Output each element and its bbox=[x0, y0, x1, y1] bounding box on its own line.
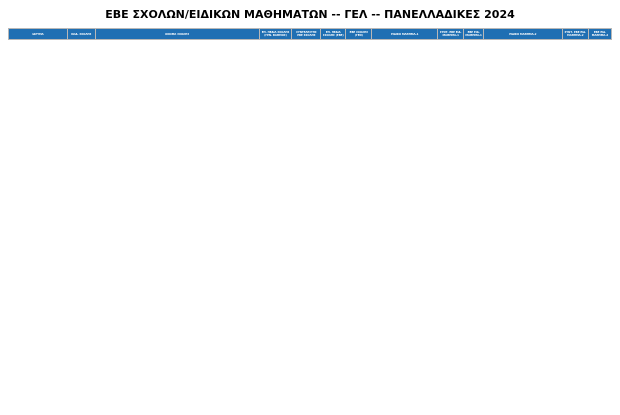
column-header: ΕΙΔΙΚΟ ΜΑΘΗΜΑ-1 bbox=[372, 29, 438, 40]
scores-table bbox=[8, 28, 612, 40]
column-header: ΣΥΝΤΕΛΕΣΤΗΣ ΕΒΕ ΣΧΟΛΗΣ bbox=[292, 29, 321, 40]
column-header: ΕΙΔΙΚΟ ΜΑΘΗΜΑ-2 bbox=[483, 29, 562, 40]
column-header: ΣΥΝΤ. ΕΒΕ ΕΙΔ. ΜΑΘΗΜΑ-1 bbox=[438, 29, 464, 40]
column-header: ΕΠ. ΠΕΔΙΑ ΣΧΟΛΗΣ (ΓΕΝ. ΒΑΘΜΟΣ) bbox=[259, 29, 292, 40]
column-header: ΙΔΡΥΜΑ bbox=[9, 29, 68, 40]
column-header: ΟΝΟΜΑ ΣΧΟΛΗΣ bbox=[95, 29, 259, 40]
document-title: ΕΒΕ ΣΧΟΛΩΝ/ΕΙΔΙΚΩΝ ΜΑΘΗΜΑΤΩΝ -- ΓΕΛ -- ΠΑΝΕΛΛΑΔΙΚΕΣ 2024 bbox=[105, 8, 515, 21]
column-header: ΕΒΕ ΕΙΔ. ΜΑΘΗΜΑ-1 bbox=[464, 29, 484, 40]
column-header: ΕΒΕ ΣΧΟΛΗΣ (ΓΕΝ) bbox=[346, 29, 372, 40]
column-header: ΣΥΝΤ. ΕΒΕ ΕΙΔ. ΜΑΘΗΜΑ-2 bbox=[562, 29, 588, 40]
column-header: ΕΠ. ΠΕΔΙΑ ΣΧΟΛΗΣ (ΕΒΕ) bbox=[321, 29, 346, 40]
column-header: ΚΩΔ. ΣΧΟΛΗΣ bbox=[68, 29, 96, 40]
header-row bbox=[9, 29, 612, 40]
table-header bbox=[9, 29, 612, 40]
document-page bbox=[0, 6, 620, 415]
column-header: ΕΒΕ ΕΙΔ. ΜΑΘΗΜΑ-2 bbox=[588, 29, 611, 40]
